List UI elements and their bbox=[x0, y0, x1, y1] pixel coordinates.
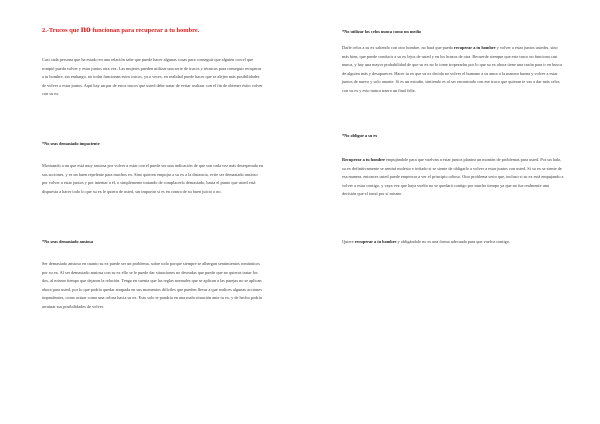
section-title bbox=[42, 26, 282, 35]
paragraph-conclusion bbox=[342, 238, 564, 247]
paragraph-conclusion-text-a: Quiere bbox=[342, 239, 355, 244]
paragraph-celos bbox=[342, 44, 564, 96]
paragraph-conclusion-bold: recuperar a tu hombre bbox=[354, 239, 397, 244]
heading-obligue: *No obligue a su ex bbox=[342, 133, 378, 138]
title-suffix: funcionan para recuperar a tu hombre. bbox=[90, 27, 200, 34]
heading-ansiosa: *No seas demasiado ansiosa bbox=[42, 239, 93, 244]
paragraph-conclusion-text-b: y obligándole no es una forma adecuada para que vuelva contigo. bbox=[396, 239, 511, 244]
title-prefix: 2.-Trucos que bbox=[42, 27, 81, 34]
paragraph-impaciente: Mostrando a un que está muy ansiosa por volver a estar con el puede ser una indicación de que son cada vez más desesperada en sus acciones, y es un buen repelente para muchos ex. Sino quieren empujar a su ex a la distancia, evite ser demasiado ansioso por volver a estar juntos y por intentar a él, o simplemente tratando de complacerlo demasiado, hasta el punto que usted está dispuesta a hacer todo lo que su ex le quiera de usted, sin importar si es en contra de su buen juicio o no. bbox=[42, 163, 263, 194]
paragraph-celos-bold: recuperar a tu hombre bbox=[453, 45, 496, 50]
heading-celos: *No utilizar los celos nunca como un medio bbox=[342, 29, 422, 34]
paragraph-celos-text-b: y volver a estar juntos ustedes, sino más bien, que puede conducir a su ex lejos de usted y en los brazos de otra. Recuerde siempre que este truco no funciona casi nunca, y hay una mayor probabilidad de que su ex no lo tome tropezadas por lo que su ex ahora tiene una razón para ir en busca de alguien más y desaparecer. Hacer tu ex que su ex decida no volver el humano a su amor a la manera buena y volver a estar juntos de nuevo y solo amarte. Si es un extraño, sintiendo es al ser encontrado con ese truco que quieran te vas a dar más celos con su ex y esto nunca traera un final feliz. bbox=[342, 45, 562, 93]
paragraph-celos-text-a: Darle celos a su ex saliendo con otro hombre, no hará que pueda bbox=[342, 45, 454, 50]
title-emphasis: no bbox=[80, 25, 91, 35]
heading-impaciente: *No seas demasiado impaciente bbox=[42, 141, 100, 146]
intro-paragraph: Casi cada persona que ha estado en una relación sabe que puede hacer algunas cosas para conseguir que alguien con el que rompió pueda volver y estar juntos otra vez. Las mujeres pueden utilizar una serie de trucos y técnicas para conseguir recuperar a tu hombre, sin embargo, no todas funcionan estos trucos, ya a veces, en realidad puede hacer que se alejen más posibilidades de volver a estar juntos. Aquí hay un par de estos trucos que usted debe tratar de evitar realizar con el fin de obtener éxito volver con su ex. bbox=[42, 57, 263, 97]
paragraph-ansiosa: Ser demasiado ansiosa en cuanto su ex puede ser un problema, sobre todo porque siempre se albergan sentimientos románticos por su ex. Al ser demasiado ansiosa con su ex ello se le puede dar situaciones no deseadas que puede que no quieras tratar los dos, al mismo tiempo que dejaron la relación. Tenga en cuenta que las reglas normales que se aplican a las parejas no se aplican ahora para usted, por lo que podría quedar atrapada en sus momentos difíciles que pueden llevar a que realices algunas acciones imprudentes, como actuar como una celosa hacia su ex. Esto solo te pondría en una mala situación ante tu ex, y de hecho podría arruinar sus posibilidades de volver. bbox=[42, 261, 262, 309]
paragraph-obligue-bold: Recuperar a tu hombre bbox=[342, 157, 385, 162]
right-page bbox=[300, 0, 600, 424]
paragraph-obligue bbox=[342, 156, 564, 199]
paragraph-obligue-text: empujándole para que vuelvan a estar juntos plantea un montón de problemas para usted. Por un lado, su ex definitivamente se sentirá molesto e irritado si se siente de obligarlo a volver a estar juntos con usted. Si su ex se siente de esa manera, entonces usted puede empeorar a ver el principio odioso. Otro problema serio que, incluso si su ex está empujando a volver a estar contigo, y vaya vez que haya vuelto no se quedará contigo por mucho tiempo ya que no fue realmente una decisión que el tomó por sí mismo. bbox=[342, 157, 564, 197]
